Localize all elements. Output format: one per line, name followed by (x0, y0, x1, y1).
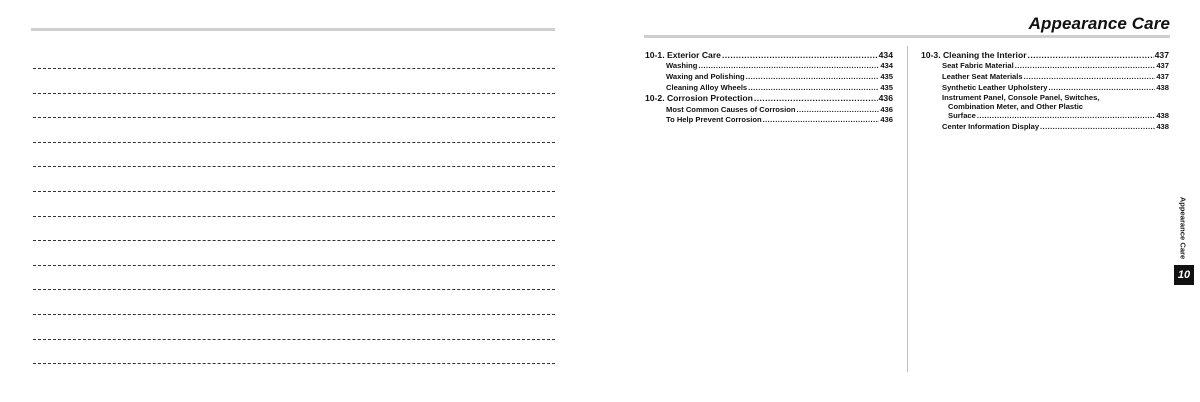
toc-entry-label: 10-2. Corrosion Protection (645, 93, 753, 104)
toc-leader-dots (722, 50, 878, 61)
toc-section-entry[interactable] (645, 93, 893, 104)
toc-entry-label: Surface (948, 111, 976, 121)
toc-leader-dots (746, 72, 880, 83)
toc-column-1 (645, 50, 893, 126)
toc-page-number: 437 (1156, 72, 1169, 81)
toc-page-number: 438 (1156, 121, 1169, 131)
toc-entry-label-line: Combination Meter, and Other Plastic (948, 102, 1084, 112)
toc-entry-label: 10-3. Cleaning the Interior (921, 50, 1027, 60)
toc-entry[interactable] (645, 83, 893, 94)
toc-entry-label: Cleaning Alloy Wheels (666, 82, 748, 92)
toc-entry[interactable] (921, 83, 1169, 94)
toc-entry-label: Seat Fabric Material (942, 61, 1014, 71)
toc-entry-label-line: Instrument Panel, Console Panel, Switches, (942, 93, 1100, 103)
toc-page-number: 436 (878, 93, 893, 104)
note-line (33, 314, 555, 315)
toc-page-number: 434 (878, 50, 893, 60)
toc-page-number: 438 (1156, 111, 1169, 121)
toc-leader-dots (1015, 61, 1156, 72)
note-line (33, 191, 555, 192)
toc-page-number: 437 (1156, 61, 1169, 71)
side-chapter-label-text: Appearance Care (1178, 196, 1188, 260)
toc-leader-dots (1028, 50, 1154, 61)
note-line (33, 363, 555, 364)
note-line (33, 117, 555, 118)
note-line (33, 339, 555, 340)
toc-entry[interactable] (645, 61, 893, 72)
toc-entry-label: Waxing and Polishing (666, 72, 745, 81)
toc-column-2 (921, 50, 1169, 132)
toc-page-number: 436 (880, 115, 893, 125)
column-divider (907, 46, 908, 372)
note-line (33, 68, 555, 69)
toc-entry-label: Washing (666, 61, 698, 71)
toc-entry[interactable] (645, 72, 893, 83)
toc-entry[interactable] (921, 93, 1169, 122)
toc-section-entry[interactable] (921, 50, 1169, 61)
toc-page-number: 435 (880, 82, 893, 92)
toc-page-number: 436 (880, 104, 893, 114)
toc-leader-dots (1040, 122, 1155, 133)
toc-section-entry[interactable] (645, 50, 893, 61)
toc-entry-label: 10-1. Exterior Care (645, 50, 721, 60)
toc-leader-dots (748, 83, 879, 94)
note-line (33, 93, 555, 94)
toc-entry-label: Leather Seat Materials (942, 72, 1023, 81)
note-line (33, 166, 555, 167)
chapter-title: Appearance Care (1028, 14, 1170, 33)
toc-entry-last-line (942, 111, 1169, 122)
left-page-header-rule (31, 28, 555, 31)
toc-page-number: 438 (1156, 82, 1169, 92)
toc-leader-dots (1024, 72, 1156, 83)
toc-leader-dots (754, 93, 878, 104)
toc-entry-label: To Help Prevent Corrosion (666, 115, 762, 125)
toc-page-number: 435 (880, 72, 893, 81)
notes-lines (33, 68, 555, 364)
toc-entry-label: Center Information Display (942, 121, 1040, 131)
toc-entry-label: Synthetic Leather Upholstery (942, 82, 1048, 92)
toc-entry[interactable] (921, 61, 1169, 72)
note-line (33, 240, 555, 241)
note-line (33, 216, 555, 217)
toc-leader-dots (763, 115, 880, 126)
toc-page-number: 434 (880, 61, 893, 71)
toc-leader-dots (977, 111, 1155, 122)
note-line (33, 265, 555, 266)
toc-entry[interactable] (921, 122, 1169, 133)
toc-leader-dots (797, 105, 880, 116)
chapter-number-tab: 10 (1174, 265, 1194, 285)
toc-entry-label: Most Common Causes of Corrosion (666, 104, 796, 114)
toc-leader-dots (698, 61, 879, 72)
toc-entry[interactable] (645, 105, 893, 116)
toc-entry[interactable] (645, 115, 893, 126)
note-line (33, 142, 555, 143)
note-line (33, 289, 555, 290)
toc-entry[interactable] (921, 72, 1169, 83)
toc-leader-dots (1049, 83, 1156, 94)
toc-page-number: 437 (1154, 50, 1169, 60)
right-page-header-rule (644, 35, 1170, 38)
side-chapter-label (1178, 196, 1188, 260)
